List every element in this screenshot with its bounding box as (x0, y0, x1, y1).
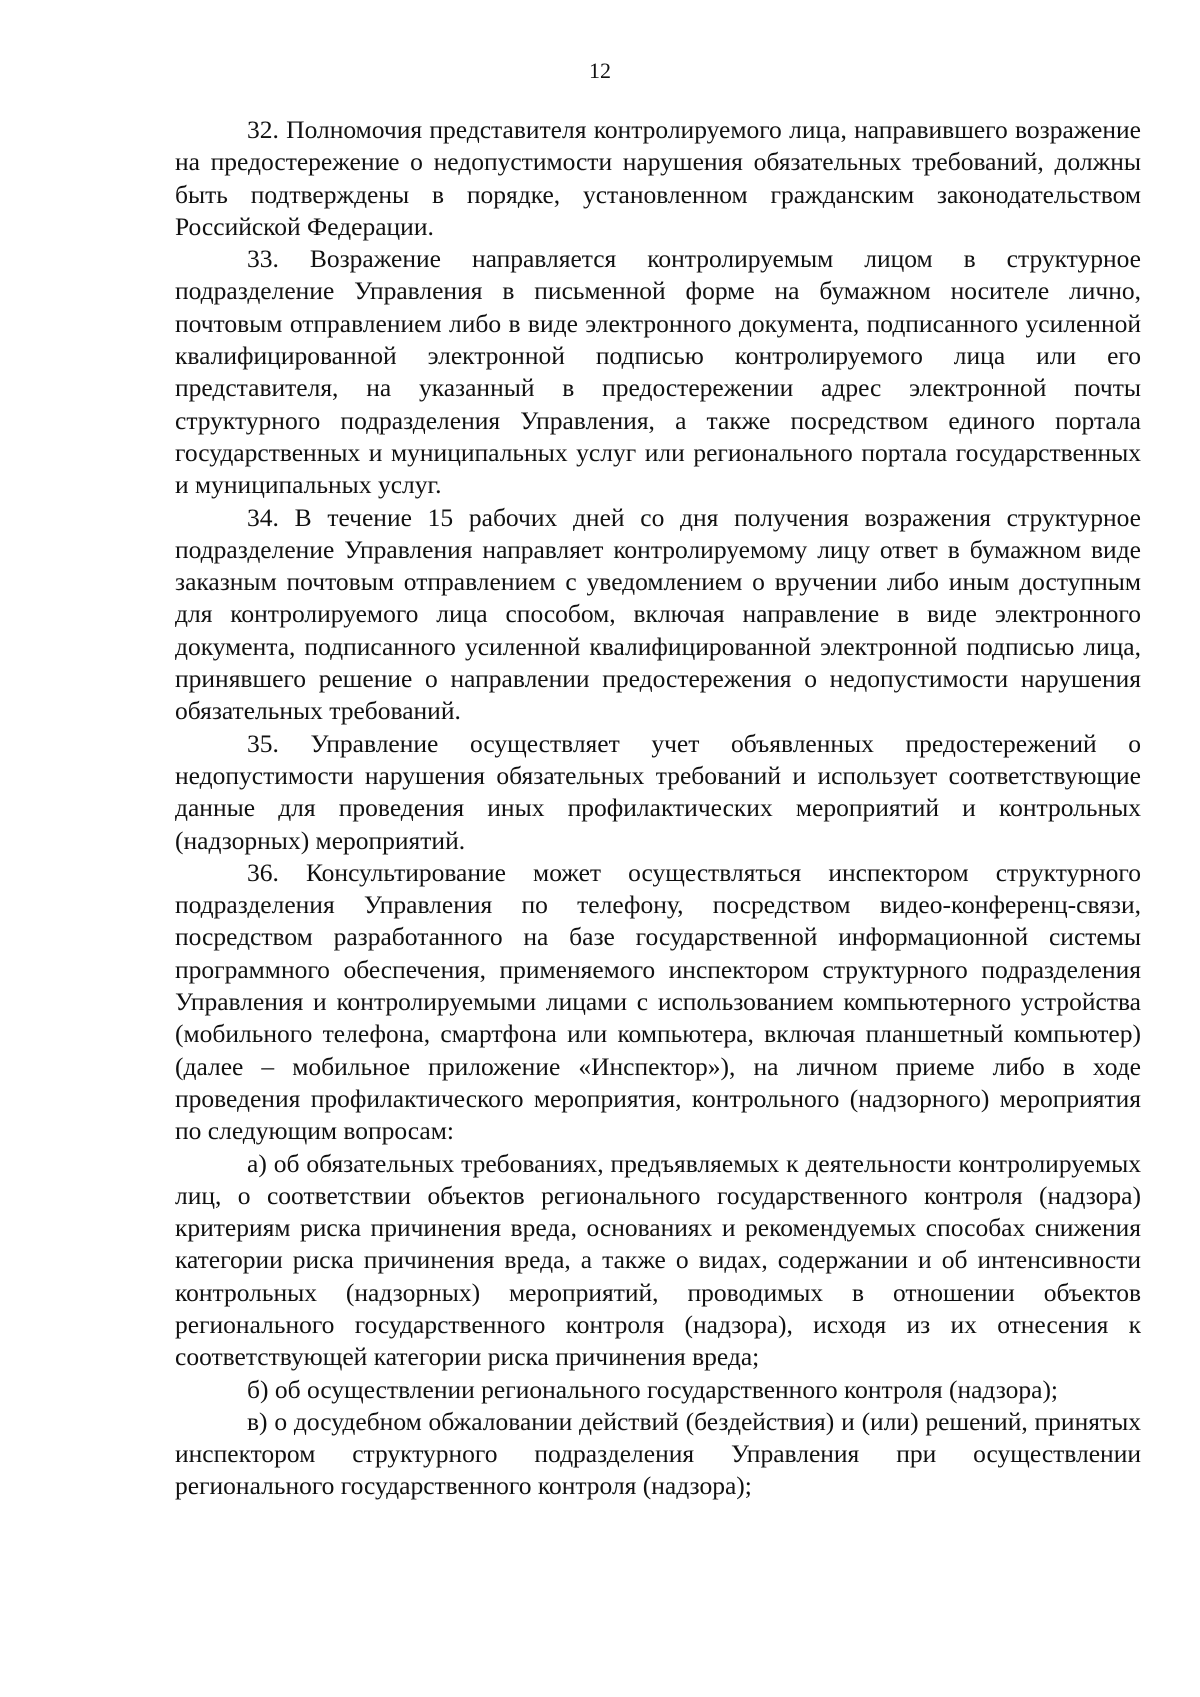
paragraph-36: 36. Консультирование может осуществляться инспектором структурного подразделения Управления по телефону, посредством видео-конференц-связи, посредством разработанного на базе государственной информационной системы программного обеспечения, применяемого инспектором структурного подразделения Управления и контролируемыми лицами с использованием компьютерного устройства (мобильного телефона, смартфона или компьютера, включая планшетный компьютер) (далее – мобильное приложение «Инспектор»), на личном приеме либо в ходе проведения профилактического мероприятия, контрольного (надзорного) мероприятия по следующим вопросам: (175, 857, 1141, 1146)
paragraph-33: 33. Возражение направляется контролируемым лицом в структурное подразделение Управления в письменной форме на бумажном носителе лично, почтовым отправлением либо в виде электронного документа, подписанного усиленной квалифицированной электронной подписью контролируемого лица или его представителя, на указанный в предостережении адрес электронной почты структурного подразделения Управления, а также посредством единого портала государственных и муниципальных услуг или регионального портала государственных и муниципальных услуг. (175, 244, 1141, 500)
paragraph-35: 35. Управление осуществляет учет объявленных предостережений о недопустимости нарушения обязательных требований и использует соответствующие данные для проведения иных профилактических мероприятий и контрольных (надзорных) мероприятий. (175, 728, 1141, 855)
paragraph-34: 34. В течение 15 рабочих дней со дня получения возражения структурное подразделение Управления направляет контролируемому лицу ответ в бумажном виде заказным почтовым отправлением с уведомлением о вручении либо иным доступным для контролируемого лица способом, включая направление в виде электронного документа, подписанного усиленной квалифицированной электронной подписью лица, принявшего решение о направлении предостережения о недопустимости нарушения обязательных требований. (175, 502, 1141, 726)
paragraph-36-item-b: б) об осуществлении регионального государственного контроля (надзора); (247, 1374, 1059, 1404)
paragraph-36-item-a: а) об обязательных требованиях, предъявляемых к деятельности контролируемых лиц, о соответствии объектов регионального государственного контроля (надзора) критериям риска причинения вреда, основаниях и рекомендуемых способах снижения категории риска причинения вреда, а также о видах, содержании и об интенсивности контрольных (надзорных) мероприятий, проводимых в отношении объектов регионального государственного контроля (надзора), исходя из их отнесения к соответствующей категории риска причинения вреда; (175, 1148, 1141, 1372)
paragraph-36-item-v: в) о досудебном обжаловании действий (бездействия) и (или) решений, принятых инспектором структурного подразделения Управления при осуществлении регионального государственного контроля (надзора); (175, 1406, 1141, 1501)
paragraph-32: 32. Полномочия представителя контролируемого лица, направившего возражение на предостережение о недопустимости нарушения обязательных требований, должны быть подтверждены в порядке, установленном гражданским законодательством Российской Федерации. (175, 115, 1141, 241)
page-number: 12 (589, 58, 611, 83)
document-body (175, 114, 1141, 1503)
